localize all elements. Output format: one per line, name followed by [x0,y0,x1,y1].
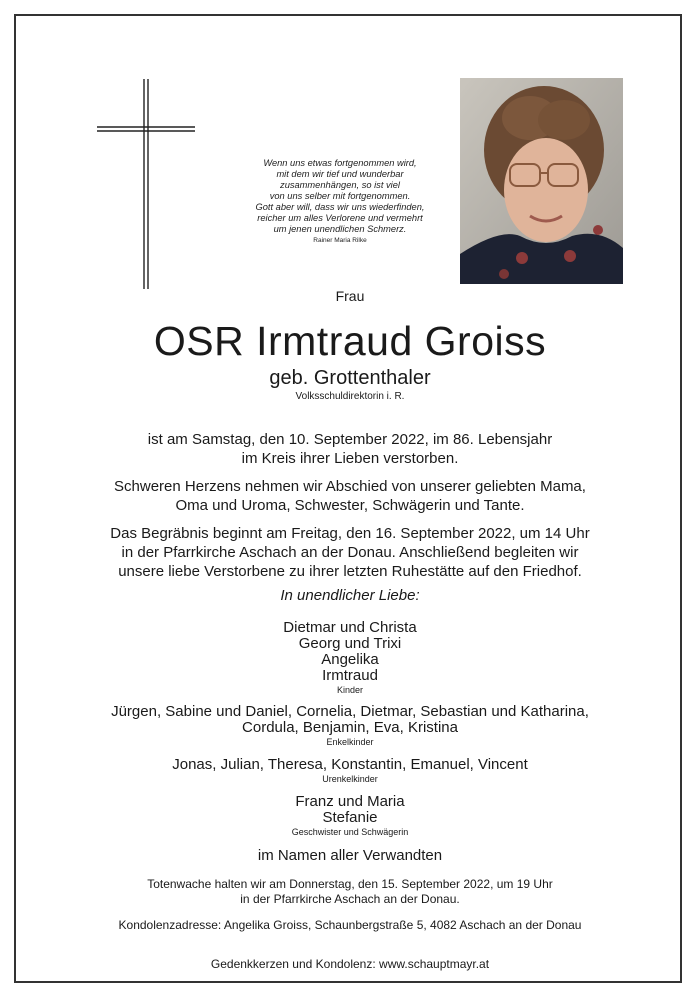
mourner-group-siblings [0,794,700,838]
quote-line: um jenen unendlichen Schmerz. [273,224,407,234]
wake-notice [0,877,700,907]
death-notice-paragraph [0,430,700,468]
paragraph-line: Das Begräbnis beginnt am Freitag, den 16. September 2022, um 14 Uhr [110,525,590,542]
farewell-paragraph [0,477,700,515]
quote-line: reicher um alles Verlorene und vermehrt [257,213,423,223]
mourner-name: Stefanie [322,809,378,826]
deceased-name: OSR Irmtraud Groiss [153,318,547,364]
paragraph-line: Schweren Herzens nehmen wir Abschied von unserer geliebten Mama, [114,478,586,495]
condolence-address: Kondolenzadresse: Angelika Groiss, Schaunbergstraße 5, 4082 Aschach an der Donau [118,918,582,932]
quote-author: Rainer Maria Rilke [313,237,367,244]
paragraph-line: im Kreis ihrer Lieben verstorben. [241,450,459,467]
mourner-relation: Urenkelkinder [322,774,378,784]
poem-quote [240,158,440,245]
mourner-group-children [0,620,700,696]
cross-icon [97,79,195,289]
mourner-name: Irmtraud [322,667,378,684]
wake-line: Totenwache halten wir am Donnerstag, den 15. September 2022, um 19 Uhr [147,877,553,891]
mourner-name: Franz und Maria [295,793,405,810]
mourner-name: Jonas, Julian, Theresa, Konstantin, Emanuel, Vincent [172,756,528,773]
mourner-relation: Kinder [336,685,363,695]
mourner-name: Jürgen, Sabine und Daniel, Cornelia, Dietmar, Sebastian und Katharina, [111,703,589,720]
quote-line: mit dem wir tief und wunderbar [276,169,404,179]
quote-line: Wenn uns etwas fortgenommen wird, [263,158,417,168]
mourner-relation: Enkelkinder [326,737,374,747]
on-behalf-line: im Namen aller Verwandten [257,847,443,864]
memorial-website[interactable]: Gedenkkerzen und Kondolenz: www.schauptmayr.at [210,957,490,971]
paragraph-line: unsere liebe Verstorbene zu ihrer letzten Ruhestätte auf den Friedhof. [118,563,582,580]
mourners-heading: In unendlicher Liebe: [280,587,420,604]
title-prefix: Frau [335,288,365,304]
quote-line: Gott aber will, dass wir uns wiederfinden, [255,202,425,212]
paragraph-line: ist am Samstag, den 10. September 2022, im 86. Lebensjahr [147,431,553,448]
maiden-name: geb. Grottenthaler [269,367,431,389]
mourner-name: Cordula, Benjamin, Eva, Kristina [242,719,458,736]
portrait-photo [460,78,623,284]
mourner-group-grandchildren [0,704,700,748]
wake-line: in der Pfarrkirche Aschach an der Donau. [240,892,460,906]
mourner-group-great-grandchildren [0,757,700,785]
funeral-paragraph [0,524,700,581]
mourner-name: Georg und Trixi [298,635,402,652]
mourner-relation: Geschwister und Schwägerin [291,827,409,837]
quote-line: von uns selber mit fortgenommen. [269,191,411,201]
occupation: Volksschuldirektorin i. R. [295,391,405,402]
mourner-name: Angelika [321,651,379,668]
quote-line: zusammenhängen, so ist viel [280,180,400,190]
paragraph-line: in der Pfarrkirche Aschach an der Donau. Anschließend begleiten wir [121,544,579,561]
mourner-name: Dietmar und Christa [283,619,417,636]
paragraph-line: Oma und Uroma, Schwester, Schwägerin und Tante. [175,497,525,514]
